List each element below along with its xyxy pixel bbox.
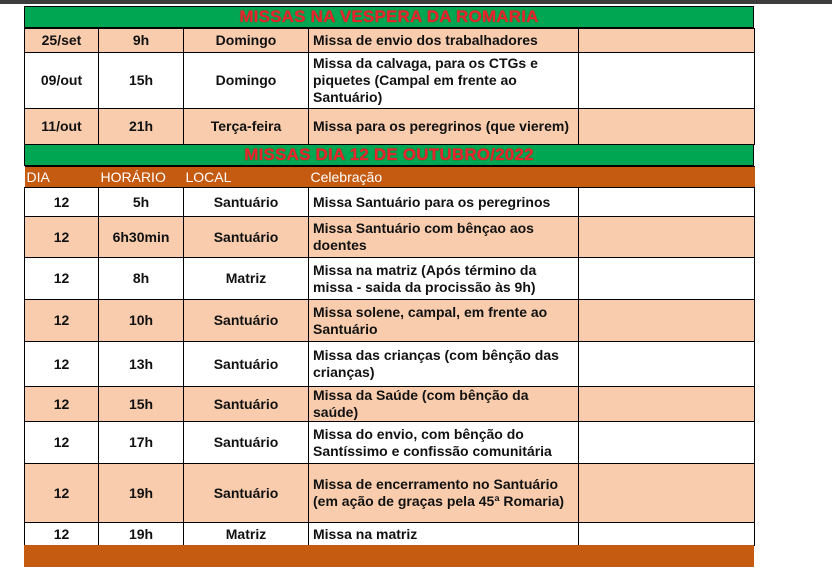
table-row bbox=[25, 29, 755, 53]
cell-dia: 11/out bbox=[25, 109, 99, 145]
cell-dia: 12 bbox=[25, 188, 99, 217]
cell-local: Santuário bbox=[184, 464, 309, 523]
footer-band bbox=[24, 545, 754, 567]
cell-empty bbox=[579, 217, 755, 258]
table-row bbox=[25, 342, 755, 387]
cell-hora: 6h30min bbox=[99, 217, 184, 258]
header-row bbox=[25, 167, 755, 188]
cell-local: Terça-feira bbox=[184, 109, 309, 145]
cell-empty bbox=[579, 342, 755, 387]
table-row bbox=[25, 217, 755, 258]
header-dia: DIA bbox=[25, 167, 99, 188]
cell-empty bbox=[579, 422, 755, 464]
cell-empty bbox=[579, 188, 755, 217]
table-row bbox=[25, 188, 755, 217]
cell-empty bbox=[579, 109, 755, 145]
cell-hora: 9h bbox=[99, 29, 184, 53]
table-row bbox=[25, 422, 755, 464]
cell-hora: 5h bbox=[99, 188, 184, 217]
table-row bbox=[25, 300, 755, 342]
cell-local: Santuário bbox=[184, 300, 309, 342]
schedule-sheet bbox=[24, 6, 754, 567]
cell-celebracao: Missa da Saúde (com bênção da saúde) bbox=[309, 387, 579, 422]
vespera-title-band bbox=[24, 6, 754, 28]
cell-celebracao: Missa de encerramento no Santuário (em ação de graças pela 45ª Romaria) bbox=[309, 464, 579, 523]
vespera-title: MISSAS NA VESPERA DA ROMARIA bbox=[239, 7, 539, 26]
table-row bbox=[25, 523, 755, 546]
cell-celebracao: Missa para os peregrinos (que vierem) bbox=[309, 109, 579, 145]
cell-empty bbox=[579, 29, 755, 53]
cell-hora: 13h bbox=[99, 342, 184, 387]
cell-local: Matriz bbox=[184, 523, 309, 546]
cell-hora: 15h bbox=[99, 53, 184, 109]
cell-empty bbox=[579, 300, 755, 342]
cell-hora: 8h bbox=[99, 258, 184, 300]
cell-celebracao: Missa na matriz (Após término da missa - saida da procissão às 9h) bbox=[309, 258, 579, 300]
table-row bbox=[25, 464, 755, 523]
cell-empty bbox=[579, 258, 755, 300]
table-row bbox=[25, 258, 755, 300]
cell-dia: 12 bbox=[25, 342, 99, 387]
header-local: LOCAL bbox=[184, 167, 309, 188]
dia12-title-band bbox=[24, 144, 754, 166]
cell-dia: 12 bbox=[25, 258, 99, 300]
cell-dia: 12 bbox=[25, 387, 99, 422]
cell-empty bbox=[579, 387, 755, 422]
cell-celebracao: Missa da calvaga, para os CTGs e piquetes (Campal em frente ao Santuário) bbox=[309, 53, 579, 109]
cell-local: Domingo bbox=[184, 53, 309, 109]
cell-local: Santuário bbox=[184, 342, 309, 387]
cell-celebracao: Missa do envio, com bênção do Santíssimo e confissão comunitária bbox=[309, 422, 579, 464]
cell-hora: 19h bbox=[99, 523, 184, 546]
dia12-title: MISSAS DIA 12 DE OUTUBRO/2022 bbox=[244, 145, 534, 164]
cell-celebracao: Missa solene, campal, em frente ao Santuário bbox=[309, 300, 579, 342]
cell-local: Matriz bbox=[184, 258, 309, 300]
cell-dia: 12 bbox=[25, 217, 99, 258]
top-border-line bbox=[0, 0, 832, 4]
cell-celebracao: Missa das crianças (com bênção das crianças) bbox=[309, 342, 579, 387]
cell-dia: 12 bbox=[25, 300, 99, 342]
cell-celebracao: Missa Santuário com bênçao aos doentes bbox=[309, 217, 579, 258]
cell-dia: 25/set bbox=[25, 29, 99, 53]
vespera-table bbox=[24, 28, 755, 145]
cell-celebracao: Missa na matriz bbox=[309, 523, 579, 546]
cell-hora: 15h bbox=[99, 387, 184, 422]
cell-hora: 10h bbox=[99, 300, 184, 342]
cell-dia: 12 bbox=[25, 464, 99, 523]
table-row bbox=[25, 53, 755, 109]
cell-dia: 09/out bbox=[25, 53, 99, 109]
header-empty bbox=[579, 167, 755, 188]
cell-hora: 21h bbox=[99, 109, 184, 145]
cell-celebracao: Missa de envio dos trabalhadores bbox=[309, 29, 579, 53]
cell-dia: 12 bbox=[25, 422, 99, 464]
cell-local: Santuário bbox=[184, 387, 309, 422]
cell-empty bbox=[579, 464, 755, 523]
cell-hora: 19h bbox=[99, 464, 184, 523]
cell-local: Santuário bbox=[184, 422, 309, 464]
cell-empty bbox=[579, 53, 755, 109]
header-celebracao: Celebração bbox=[309, 167, 579, 188]
cell-empty bbox=[579, 523, 755, 546]
cell-local: Santuário bbox=[184, 217, 309, 258]
cell-hora: 17h bbox=[99, 422, 184, 464]
cell-dia: 12 bbox=[25, 523, 99, 546]
cell-celebracao: Missa Santuário para os peregrinos bbox=[309, 188, 579, 217]
dia12-table bbox=[24, 166, 755, 546]
header-horario: HORÁRIO bbox=[99, 167, 184, 188]
cell-local: Domingo bbox=[184, 29, 309, 53]
table-row bbox=[25, 109, 755, 145]
table-row bbox=[25, 387, 755, 422]
cell-local: Santuário bbox=[184, 188, 309, 217]
